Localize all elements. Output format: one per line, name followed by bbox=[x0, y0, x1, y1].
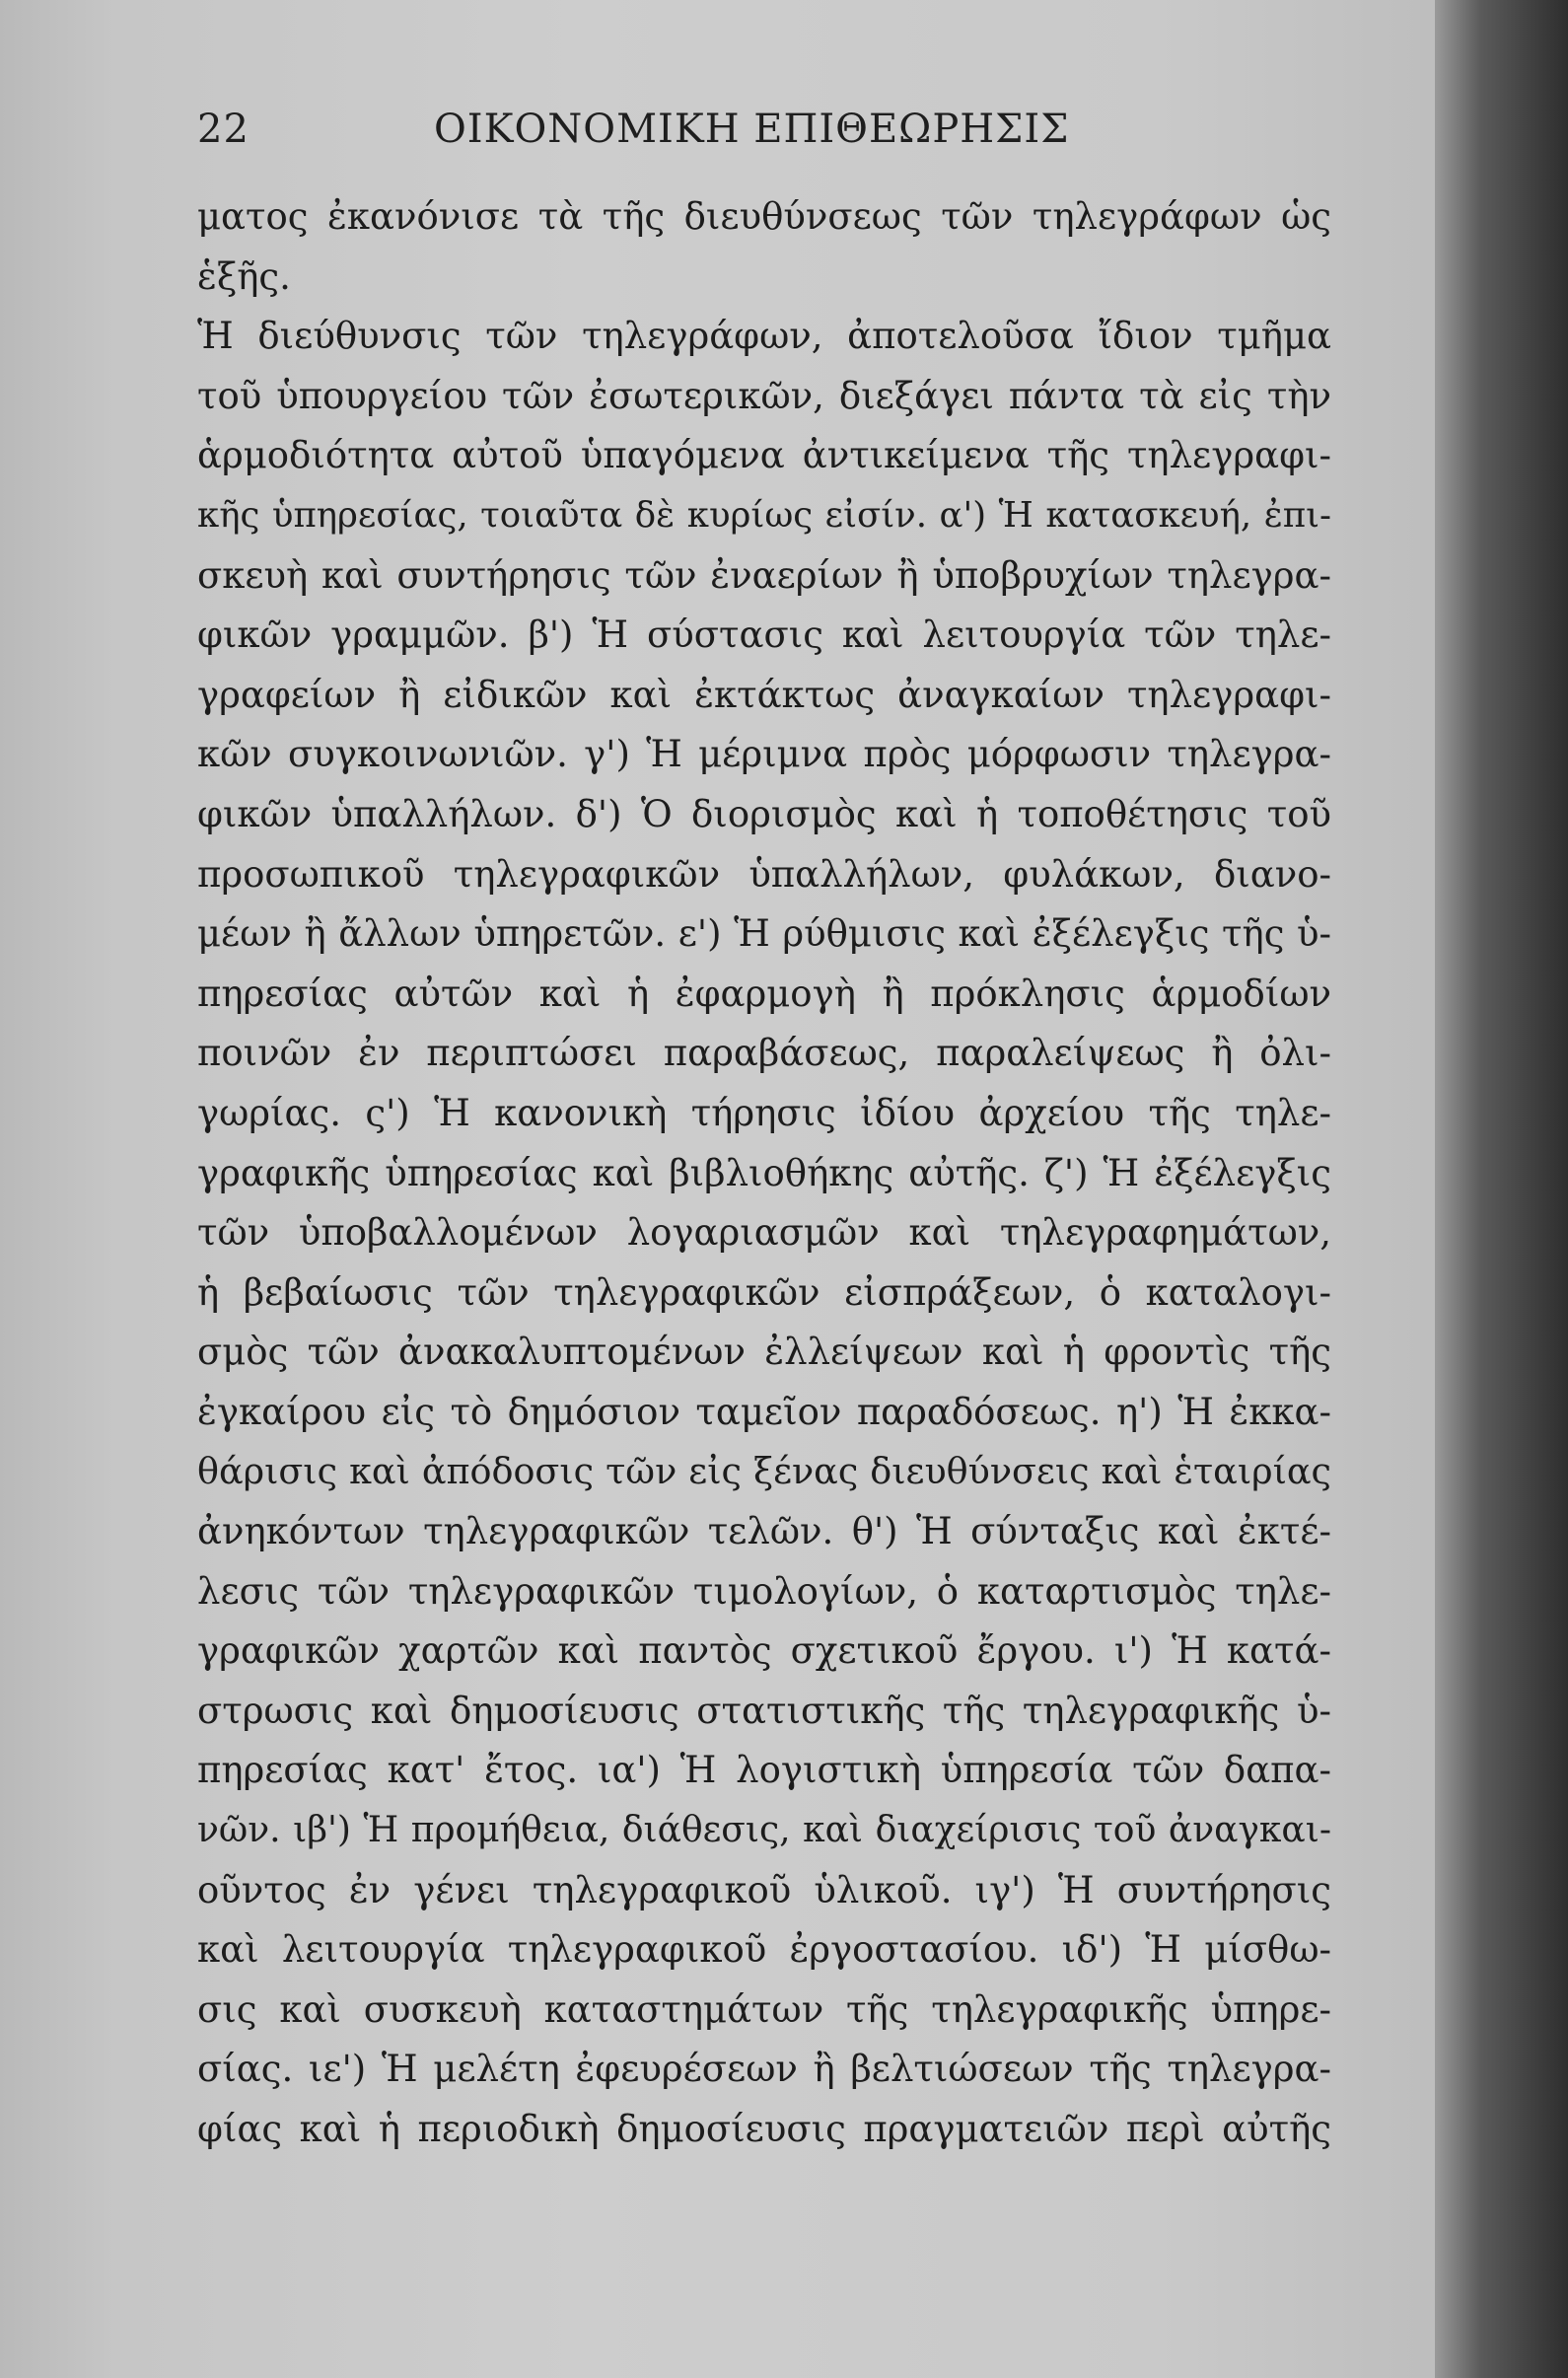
text-line: μέων ἢ ἄλλων ὑπηρετῶν. ε') Ἡ ρύθμισις καὶ ἐξέλεγξις τῆς ὑ- bbox=[197, 912, 1331, 956]
text-line: γραφικῆς ὑπηρεσίας καὶ βιβλιοθήκης αὐτῆς. ζ') Ἡ ἐξέλεγξις bbox=[197, 1151, 1331, 1194]
running-title: ΟΙΚΟΝΟΜΙΚΗ ΕΠΙΘΕΩΡΗΣΙΣ bbox=[434, 107, 1070, 152]
text-line: σμὸς τῶν ἀνακαλυπτομένων ἐλλείψεων καὶ ἡ φροντὶς τῆς bbox=[197, 1331, 1331, 1374]
text-line: ἑξῆς. bbox=[197, 254, 291, 298]
text-line: γραφείων ἢ εἰδικῶν καὶ ἐκτάκτως ἀναγκαίων τηλεγραφι- bbox=[197, 673, 1331, 716]
text-line: κῶν συγκοινωνιῶν. γ') Ἡ μέριμνα πρὸς μόρφωσιν τηλεγρα- bbox=[197, 733, 1331, 776]
text-line: λεσις τῶν τηλεγραφικῶν τιμολογίων, ὁ καταρτισμὸς τηλε- bbox=[197, 1569, 1331, 1613]
text-line: πηρεσίας κατ' ἔτος. ια') Ἡ λογιστικὴ ὑπηρεσία τῶν δαπα- bbox=[197, 1749, 1331, 1792]
text-line: πηρεσίας αὐτῶν καὶ ἡ ἐφαρμογὴ ἢ πρόκλησις ἁρμοδίων bbox=[197, 972, 1331, 1015]
text-line: φίας καὶ ἡ περιοδικὴ δημοσίευσις πραγματειῶν περὶ αὐτῆς bbox=[197, 2108, 1331, 2150]
text-line: Ἡ διεύθυνσις τῶν τηλεγράφων, ἀποτελοῦσα ἴδιον τμῆμα bbox=[197, 315, 1331, 358]
text-line: ἁρμοδιότητα αὐτοῦ ὑπαγόμενα ἀντικείμενα τῆς τηλεγραφι- bbox=[197, 434, 1331, 477]
text-line: καὶ λειτουργία τηλεγραφικοῦ ἐργοστασίου. ιδ') Ἡ μίσθω- bbox=[197, 1928, 1331, 1972]
text-line: προσωπικοῦ τηλεγραφικῶν ὑπαλλήλων, φυλάκων, διανο- bbox=[197, 852, 1331, 896]
text-line: σίας. ιε') Ἡ μελέτη ἐφευρέσεων ἢ βελτιώσεων τῆς τηλεγρα- bbox=[197, 2048, 1331, 2091]
text-line: ματος ἐκανόνισε τὰ τῆς διευθύνσεως τῶν τηλεγράφων ὡς bbox=[197, 195, 1331, 238]
text-line: ἡ βεβαίωσις τῶν τηλεγραφικῶν εἰσπράξεων, ὁ καταλογι- bbox=[197, 1270, 1331, 1314]
text-line: νῶν. ιβ') Ἡ προμήθεια, διάθεσις, καὶ διαχείρισις τοῦ ἀναγκαι- bbox=[197, 1810, 1331, 1851]
text-line: γραφικῶν χαρτῶν καὶ παντὸς σχετικοῦ ἔργου. ι') Ἡ κατά- bbox=[197, 1629, 1331, 1673]
text-line: σκευὴ καὶ συντήρησις τῶν ἐναερίων ἢ ὑποβρυχίων τηλεγρα- bbox=[197, 553, 1331, 597]
text-line: φικῶν γραμμῶν. β') Ἡ σύστασις καὶ λειτουργία τῶν τηλε- bbox=[197, 613, 1331, 657]
text-line: γωρίας. ς') Ἡ κανονικὴ τήρησις ἰδίου ἀρχείου τῆς τηλε- bbox=[197, 1091, 1331, 1134]
text-line: θάρισις καὶ ἀπόδοσις τῶν εἰς ξένας διευθύνσεις καὶ ἑταιρίας bbox=[197, 1450, 1331, 1493]
book-gutter-shadow bbox=[1435, 0, 1568, 2378]
text-line: τοῦ ὑπουργείου τῶν ἐσωτερικῶν, διεξάγει πάντα τὰ εἰς τὴν bbox=[197, 374, 1331, 417]
text-line: σις καὶ συσκευὴ καταστημάτων τῆς τηλεγραφικῆς ὑπηρε- bbox=[197, 1987, 1331, 2031]
text-line: ἀνηκόντων τηλεγραφικῶν τελῶν. θ') Ἡ σύνταξις καὶ ἐκτέ- bbox=[197, 1510, 1331, 1553]
text-line: οῦντος ἐν γένει τηλεγραφικοῦ ὑλικοῦ. ιγ') Ἡ συντήρησις bbox=[197, 1868, 1331, 1911]
text-line: τῶν ὑποβαλλομένων λογαριασμῶν καὶ τηλεγραφημάτων, bbox=[197, 1211, 1331, 1255]
text-line: ἐγκαίρου εἰς τὸ δημόσιον ταμεῖον παραδόσεως. η') Ἡ ἐκκα- bbox=[197, 1390, 1331, 1433]
body-text bbox=[197, 187, 1331, 2160]
text-line: ποινῶν ἐν περιπτώσει παραβάσεως, παραλείψεως ἢ ὀλι- bbox=[197, 1032, 1331, 1075]
page-number: 22 bbox=[197, 107, 249, 152]
page-header bbox=[197, 107, 1331, 176]
text-line: στρωσις καὶ δημοσίευσις στατιστικῆς τῆς τηλεγραφικῆς ὑ- bbox=[197, 1689, 1331, 1732]
text-line: κῆς ὑπηρεσίας, τοιαῦτα δὲ κυρίως εἰσίν. α') Ἡ κατασκευή, ἐπι- bbox=[197, 494, 1331, 536]
text-line: φικῶν ὑπαλλήλων. δ') Ὁ διορισμὸς καὶ ἡ τοποθέτησις τοῦ bbox=[197, 792, 1331, 835]
